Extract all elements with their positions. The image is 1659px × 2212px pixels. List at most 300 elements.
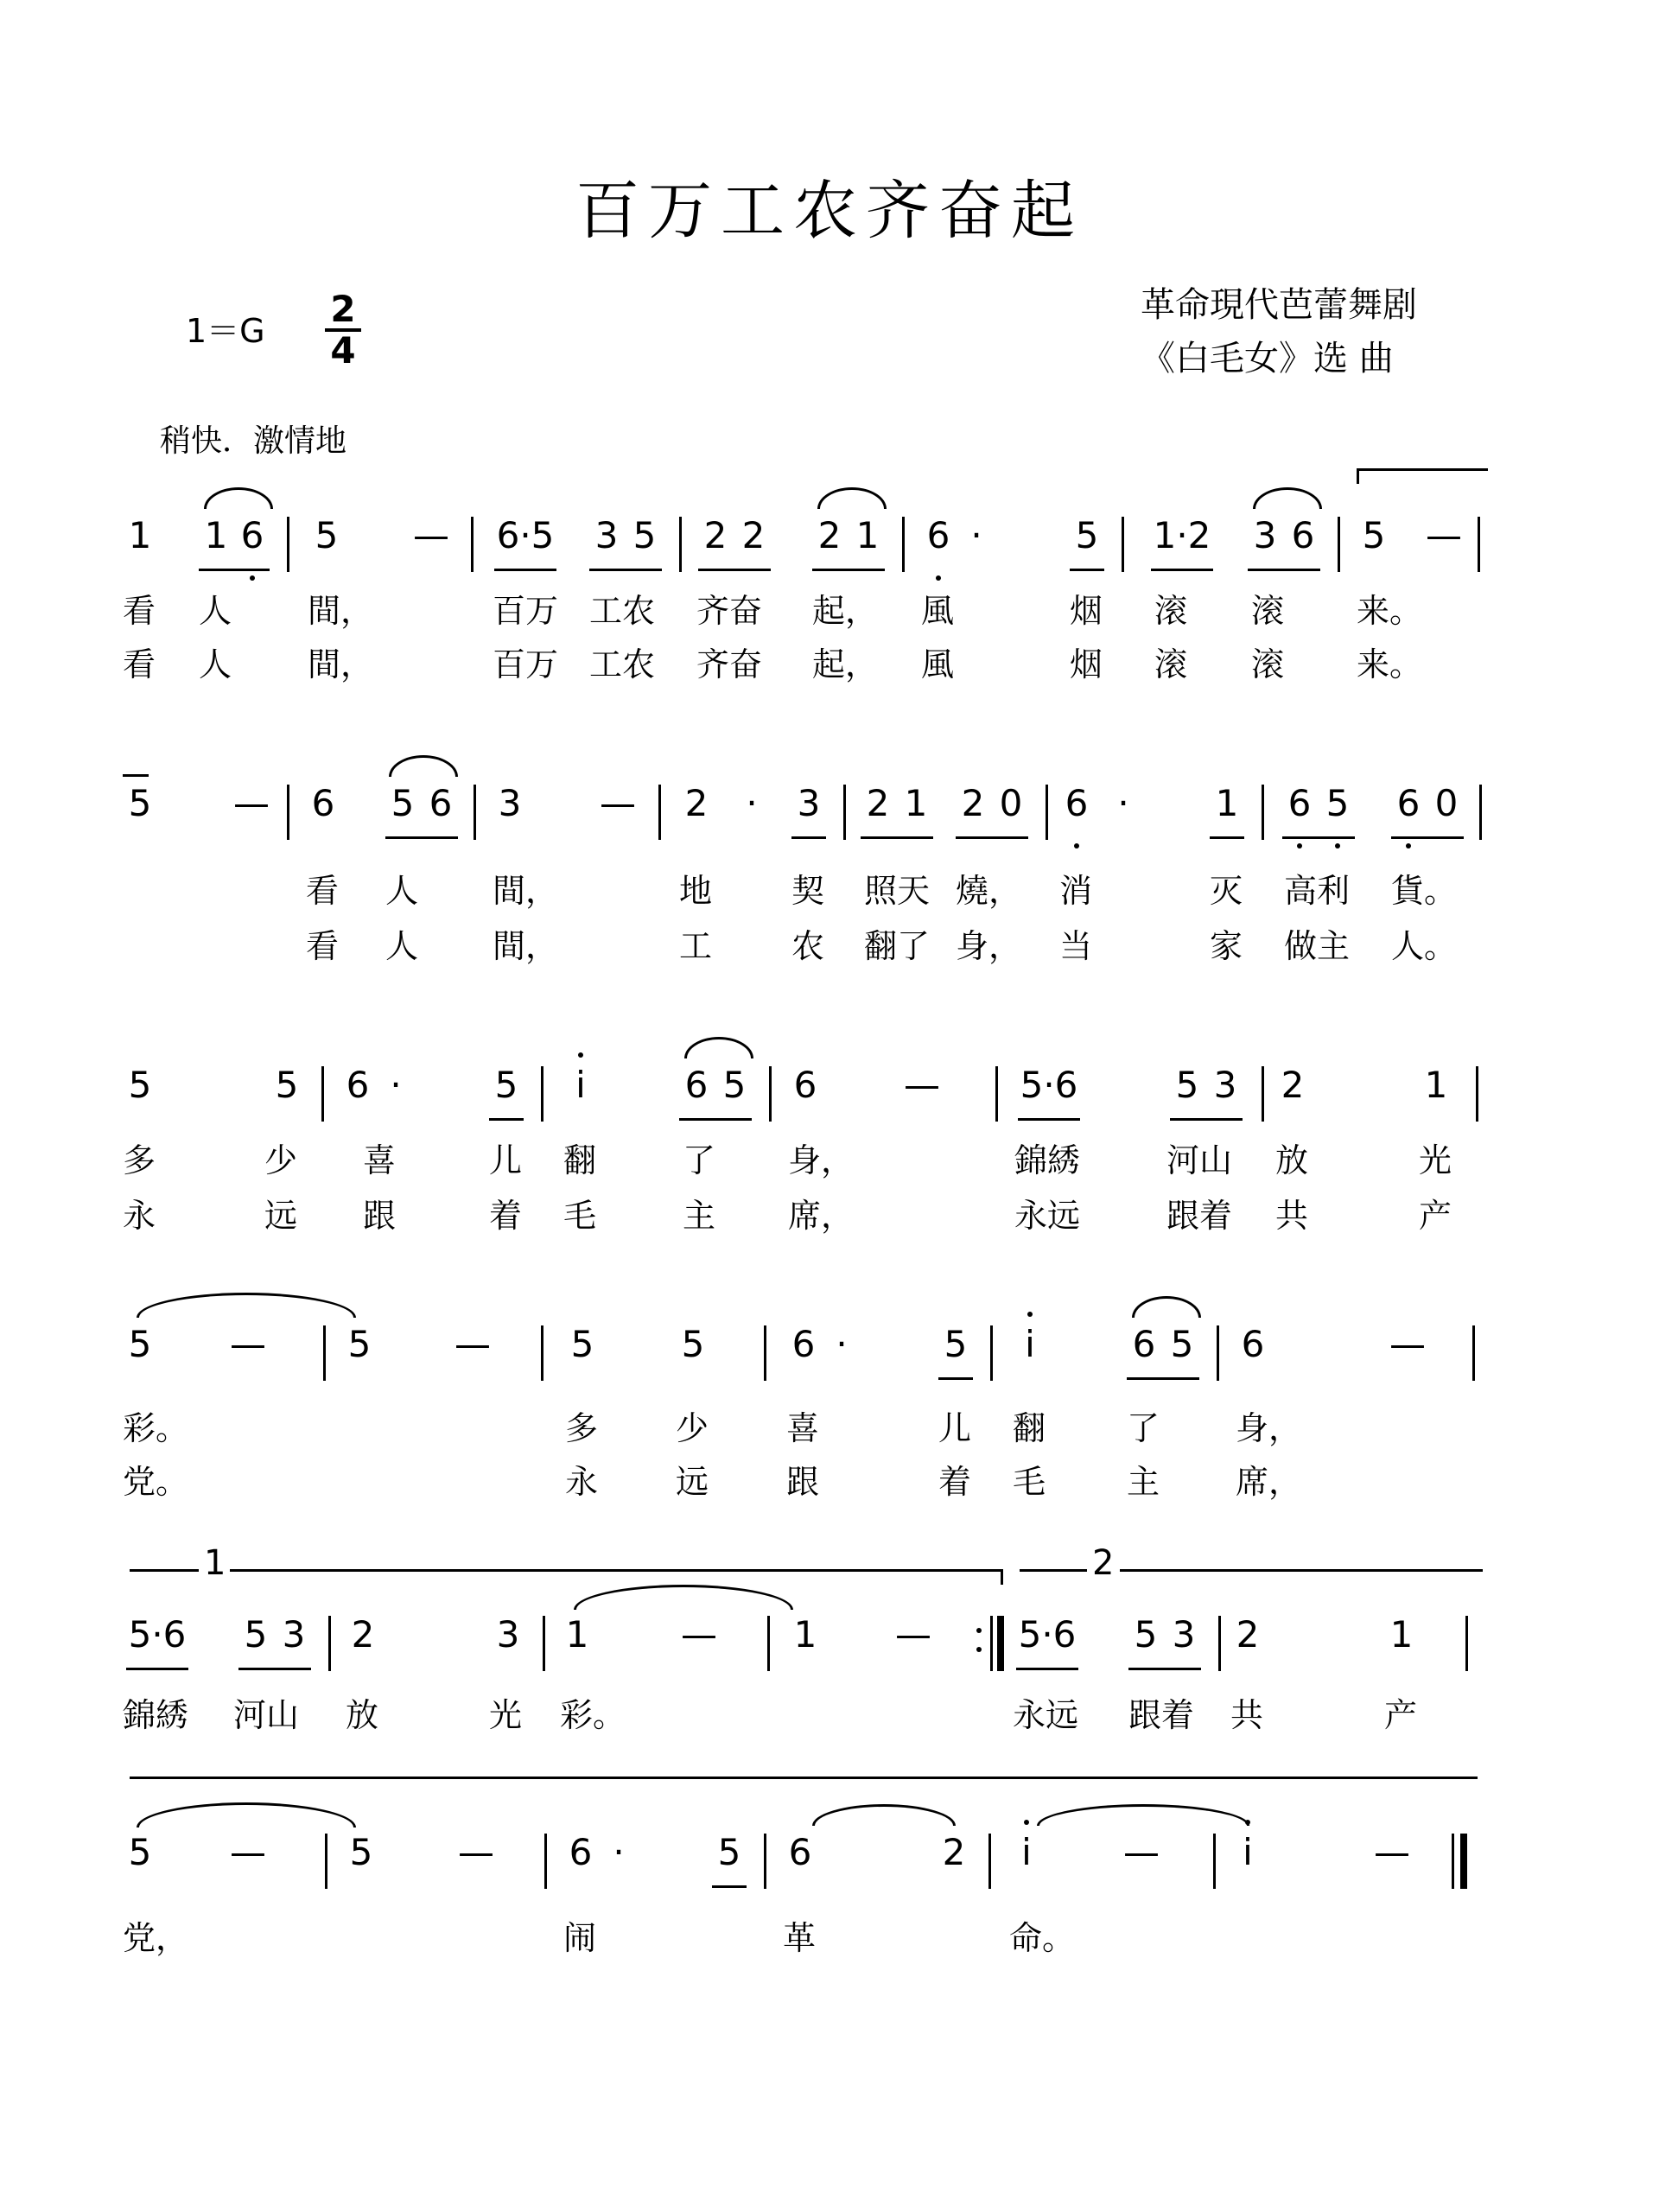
beam (1016, 1668, 1078, 1670)
barline (1218, 1616, 1221, 1671)
lyric: 儿 (489, 1141, 523, 1179)
note: 3 (498, 782, 522, 824)
barline (544, 1834, 547, 1889)
note: 5 (722, 1064, 747, 1106)
lyric: 人 (199, 645, 232, 683)
note: · (613, 1831, 625, 1873)
lyric: 农 (791, 927, 825, 965)
beam (589, 569, 662, 571)
notes-row (0, 778, 1659, 830)
note: 6 (1291, 514, 1315, 556)
lyric: 光 (489, 1696, 523, 1734)
barline (1472, 1325, 1475, 1381)
beam (1210, 836, 1244, 839)
barline (764, 1834, 766, 1889)
note: 6 (240, 514, 264, 556)
time-sig-bottom: 4 (330, 329, 356, 372)
beam (126, 1668, 188, 1670)
note: 0 (1434, 782, 1459, 824)
lyric: 革 (783, 1919, 817, 1957)
note: — (681, 1613, 717, 1656)
lyric: 了 (683, 1141, 716, 1179)
lyric: 工农 (589, 645, 656, 683)
barline (287, 517, 289, 572)
barline (988, 1834, 991, 1889)
barline (1479, 785, 1482, 840)
note: 6 (684, 1064, 709, 1106)
lyric: 齐奋 (696, 592, 763, 630)
note: — (600, 782, 636, 824)
barline (1122, 517, 1124, 572)
lyric: 永远 (1014, 1197, 1081, 1235)
time-sig-top: 2 (330, 288, 356, 330)
tie (1037, 1804, 1249, 1826)
lyric: 彩。 (123, 1409, 189, 1447)
note: 5 (717, 1831, 741, 1873)
barline (321, 1066, 324, 1122)
note: 6 (793, 1064, 817, 1106)
lyric: 百万 (493, 592, 559, 630)
volta-2-line (1020, 1569, 1087, 1572)
high-octave-dot (1024, 1820, 1029, 1825)
barline (902, 517, 905, 572)
barline (658, 785, 661, 840)
note: — (454, 1323, 491, 1365)
note: 6 (1241, 1323, 1265, 1365)
lyric: 跟 (786, 1463, 820, 1501)
beam (938, 1377, 973, 1380)
note: 2 (1281, 1064, 1305, 1106)
source-credit (1141, 278, 1417, 385)
note: 6 (1065, 782, 1089, 824)
note: — (895, 1613, 931, 1656)
lyric: 共 (1275, 1197, 1309, 1235)
note: 6 (1132, 1323, 1156, 1365)
lyric: 人 (385, 927, 419, 965)
note: 6 (346, 1064, 370, 1106)
lyric: 工农 (589, 592, 656, 630)
note: 1 (204, 514, 228, 556)
beam (956, 836, 1028, 839)
note: 5 (944, 1323, 968, 1365)
lyric: 貨。 (1391, 872, 1458, 910)
lyrics-verse-2 (0, 638, 1659, 686)
beam (1170, 1118, 1243, 1121)
lyrics-verse-2 (0, 1455, 1659, 1503)
tie (137, 1802, 356, 1827)
lyric: 河山 (1166, 1141, 1233, 1179)
note: 5 (1134, 1613, 1158, 1656)
note: 2 (703, 514, 728, 556)
lyric: 放 (1275, 1141, 1309, 1179)
notes-row (0, 1827, 1659, 1878)
lyrics-verse-1 (0, 1134, 1659, 1182)
lyric: 契 (791, 872, 825, 910)
note: 5 (128, 782, 152, 824)
lyric: 党。 (123, 1463, 189, 1501)
note: 2 (942, 1831, 966, 1873)
barline (1217, 1325, 1219, 1381)
lyric: 永远 (1013, 1696, 1079, 1734)
beam (1151, 569, 1213, 571)
tie-line (130, 1777, 1478, 1779)
tie-line (1357, 468, 1488, 471)
note: — (230, 1831, 266, 1873)
note: 5 (1325, 782, 1350, 824)
barline (1476, 1066, 1478, 1122)
note: 6·5 (496, 514, 555, 556)
lyric: 席， (788, 1197, 855, 1235)
barline (990, 1325, 993, 1381)
barline (679, 517, 682, 572)
note: 5 (1175, 1064, 1199, 1106)
note: — (904, 1064, 940, 1106)
barline (1262, 785, 1264, 840)
lyric: 着 (938, 1463, 972, 1501)
low-octave-dot (936, 575, 941, 581)
lyric: 身， (1236, 1409, 1302, 1447)
note: 6 (1396, 782, 1421, 824)
lyrics-verse-2 (0, 1189, 1659, 1237)
note: i (1243, 1831, 1253, 1873)
note: 2 (684, 782, 709, 824)
lyric: 錦綉 (1014, 1141, 1081, 1179)
lyric: 产 (1384, 1696, 1418, 1734)
lyric: 錦綉 (123, 1696, 189, 1734)
lyric: 間， (308, 645, 374, 683)
note: · (746, 782, 758, 824)
note: 5 (391, 782, 415, 824)
source-line-2: 《白毛女》选 曲 (1141, 339, 1394, 378)
beam (1282, 836, 1355, 839)
lyric: 远 (264, 1197, 298, 1235)
barline (474, 785, 476, 840)
repeat-dot (976, 1628, 982, 1633)
note: 5 (347, 1323, 372, 1365)
tie-end (1357, 468, 1359, 484)
barline (995, 1066, 998, 1122)
lyrics-verse-1 (0, 864, 1659, 912)
lyric: 多 (123, 1141, 156, 1179)
note: 5 (349, 1831, 373, 1873)
barline (287, 785, 289, 840)
beam (199, 569, 270, 571)
beam (712, 1885, 747, 1888)
barline (769, 1066, 772, 1122)
lyric: 人。 (1391, 927, 1458, 965)
note: 3 (1213, 1064, 1237, 1106)
note: i (575, 1064, 586, 1106)
slur (817, 487, 887, 509)
note: 1 (1424, 1064, 1448, 1106)
slur (812, 1804, 956, 1826)
note: 2 (351, 1613, 375, 1656)
lyric: 多 (565, 1409, 599, 1447)
note: 5 (128, 1064, 152, 1106)
lyric: 風 (921, 592, 955, 630)
lyric: 起， (812, 645, 879, 683)
barline (764, 1325, 766, 1381)
tie (574, 1585, 793, 1610)
note: — (230, 1323, 266, 1365)
lyric: 間， (308, 592, 374, 630)
lyric: 当 (1059, 927, 1093, 965)
tie (137, 1293, 356, 1318)
note: 2 (866, 782, 890, 824)
barline (1452, 1834, 1454, 1889)
slur (389, 755, 458, 777)
note: 5 (632, 514, 657, 556)
beam (1391, 836, 1464, 839)
barline (328, 1616, 331, 1671)
slur (1253, 487, 1322, 509)
note: · (970, 514, 982, 556)
lyric: 永 (123, 1197, 156, 1235)
lyric: 滚 (1154, 592, 1188, 630)
volta-1-line (130, 1569, 199, 1572)
lyric: 齐奋 (696, 645, 763, 683)
lyric: 彩。 (560, 1696, 626, 1734)
lyric: 喜 (786, 1409, 820, 1447)
lyric: 身， (956, 927, 1022, 965)
barline (843, 785, 846, 840)
barline (325, 1834, 327, 1889)
low-octave-dot (1074, 843, 1079, 849)
time-signature (321, 290, 365, 370)
low-octave-dot (1297, 843, 1302, 849)
lyric: 間， (493, 872, 559, 910)
note: — (233, 782, 270, 824)
lyric: 烟 (1070, 645, 1103, 683)
lyric: 永 (565, 1463, 599, 1501)
beam (791, 836, 826, 839)
lyric: 跟着 (1166, 1197, 1233, 1235)
beam (679, 1118, 752, 1121)
repeat-dot (976, 1647, 982, 1652)
note: 1 (128, 514, 152, 556)
beam (489, 1118, 524, 1121)
lyric: 远 (676, 1463, 709, 1501)
low-octave-dot (1335, 843, 1340, 849)
notes-row (0, 1609, 1659, 1661)
note: i (1025, 1323, 1035, 1365)
note: 5 (570, 1323, 594, 1365)
note: 3 (797, 782, 821, 824)
barline (471, 517, 474, 572)
beam (1070, 569, 1104, 571)
note: 5 (1170, 1323, 1194, 1365)
lyric: 人 (385, 872, 419, 910)
final-barline (1460, 1834, 1467, 1889)
lyric: 看 (306, 927, 340, 965)
lyric: 共 (1230, 1696, 1264, 1734)
barline (1478, 517, 1480, 572)
lyric: 烟 (1070, 592, 1103, 630)
note: 5·6 (128, 1613, 187, 1656)
note: 6 (791, 1323, 816, 1365)
note: 1 (1389, 1613, 1414, 1656)
note: — (1123, 1831, 1160, 1873)
note: 2 (961, 782, 985, 824)
barline (1046, 785, 1048, 840)
lyrics-verse-1 (0, 1688, 1659, 1737)
note: 5 (494, 1064, 518, 1106)
lyric: 党， (123, 1919, 189, 1957)
lyric: 身， (788, 1141, 855, 1179)
slur (1132, 1296, 1201, 1318)
beam (385, 836, 458, 839)
lyrics-verse-1 (0, 584, 1659, 632)
note: 2 (741, 514, 766, 556)
note: 6 (926, 514, 950, 556)
lyric: 产 (1419, 1197, 1452, 1235)
barline (767, 1616, 770, 1671)
lyric: 毛 (1013, 1463, 1046, 1501)
beam (1128, 1668, 1201, 1670)
low-octave-dot (250, 575, 255, 581)
beam (1127, 1377, 1199, 1380)
barline (1213, 1834, 1216, 1889)
key-signature: 1＝G (186, 312, 265, 350)
note: 6 (311, 782, 335, 824)
note: · (390, 1064, 402, 1106)
lyrics-verse-1 (0, 1911, 1659, 1960)
lyric: 跟着 (1128, 1696, 1195, 1734)
note: 6 (1287, 782, 1312, 824)
lyric: 翻 (1013, 1409, 1046, 1447)
slur (204, 487, 273, 509)
lyric: 做主 (1284, 927, 1351, 965)
barline (1338, 517, 1340, 572)
beam (698, 569, 771, 571)
lyric: 灭 (1210, 872, 1243, 910)
lyric: 燒， (956, 872, 1022, 910)
lyric: 風 (921, 645, 955, 683)
lyric: 了 (1127, 1409, 1160, 1447)
lyric: 地 (679, 872, 713, 910)
beam (1018, 1118, 1080, 1121)
lyric: 河山 (233, 1696, 300, 1734)
note: — (1389, 1323, 1426, 1365)
repeat-barline (997, 1616, 1004, 1671)
beam (1248, 569, 1320, 571)
source-line-1: 革命現代芭蕾舞剧 (1141, 285, 1417, 325)
lyric: 少 (676, 1409, 709, 1447)
lyric: 人 (199, 592, 232, 630)
barline (541, 1325, 543, 1381)
note: 3 (1253, 514, 1277, 556)
note: 3 (282, 1613, 306, 1656)
barline (541, 1066, 543, 1122)
lyric: 喜 (363, 1141, 397, 1179)
note: 5 (1362, 514, 1386, 556)
volta-1-number: 1 (204, 1543, 226, 1583)
low-octave-dot (1406, 843, 1411, 849)
volta-2-line (1120, 1569, 1483, 1572)
note: 3 (594, 514, 619, 556)
note: 5·6 (1020, 1064, 1078, 1106)
note: 3 (496, 1613, 520, 1656)
note: — (1374, 1831, 1410, 1873)
note: 5 (128, 1323, 152, 1365)
notes-row (0, 510, 1659, 562)
notes-row (0, 1059, 1659, 1111)
note: 5 (128, 1831, 152, 1873)
lyric: 百万 (493, 645, 559, 683)
lyric: 翻了 (864, 927, 931, 965)
barline (1465, 1616, 1468, 1671)
note: 5 (275, 1064, 299, 1106)
note: · (836, 1323, 848, 1365)
barline (323, 1325, 326, 1381)
note: 2 (817, 514, 842, 556)
beam (238, 1668, 311, 1670)
lyric: 儿 (938, 1409, 972, 1447)
lyric: 照天 (864, 872, 931, 910)
lyric: 闹 (563, 1919, 597, 1957)
beam (812, 569, 885, 571)
lyrics-verse-1 (0, 1402, 1659, 1450)
lyric: 滚 (1251, 592, 1285, 630)
note: 3 (1172, 1613, 1196, 1656)
lyric: 少 (264, 1141, 298, 1179)
note: 6 (569, 1831, 593, 1873)
note: 1·2 (1153, 514, 1211, 556)
lyric: 光 (1419, 1141, 1452, 1179)
volta-2-number: 2 (1092, 1543, 1115, 1583)
note: 1 (855, 514, 880, 556)
note: — (458, 1831, 494, 1873)
lyrics-verse-2 (0, 919, 1659, 968)
volta-1-line (230, 1569, 1002, 1572)
note: 6 (788, 1831, 812, 1873)
high-octave-dot (1027, 1312, 1033, 1317)
lyric: 消 (1059, 872, 1093, 910)
note: 5 (244, 1613, 268, 1656)
lyric: 看 (306, 872, 340, 910)
lyric: 跟 (363, 1197, 397, 1235)
volta-1-end (1001, 1569, 1003, 1585)
note: 5 (315, 514, 339, 556)
note: 1 (1215, 782, 1239, 824)
lyric: 看 (123, 645, 156, 683)
note: 0 (999, 782, 1023, 824)
note: 1 (793, 1613, 817, 1656)
lyric: 放 (346, 1696, 379, 1734)
tie-line (123, 774, 149, 777)
beam (494, 569, 556, 571)
lyric: 滚 (1154, 645, 1188, 683)
note: 6 (429, 782, 453, 824)
lyric: 間， (493, 927, 559, 965)
lyric: 来。 (1357, 645, 1423, 683)
barline (543, 1616, 545, 1671)
lyric: 滚 (1251, 645, 1285, 683)
note: 2 (1236, 1613, 1260, 1656)
beam (861, 836, 933, 839)
note: 5 (681, 1323, 705, 1365)
note: — (1426, 514, 1462, 556)
lyric: 工 (679, 927, 713, 965)
lyric: 毛 (563, 1197, 597, 1235)
barline (1262, 1066, 1264, 1122)
lyric: 主 (1127, 1463, 1160, 1501)
note: i (1021, 1831, 1032, 1873)
lyric: 高利 (1284, 872, 1351, 910)
lyric: 家 (1210, 927, 1243, 965)
slur (684, 1037, 753, 1058)
barline (990, 1616, 993, 1671)
